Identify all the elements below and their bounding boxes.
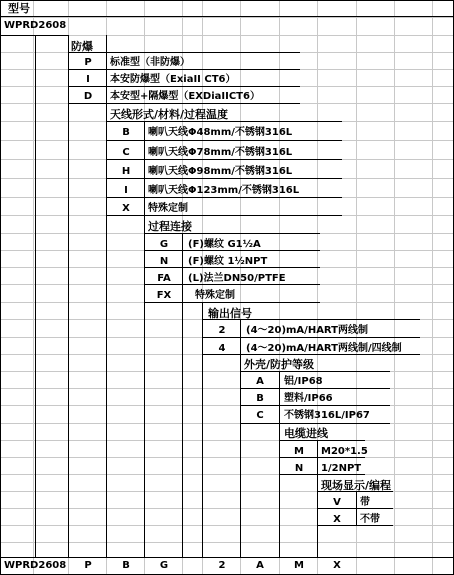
table-title: 型号 (8, 2, 30, 15)
section-header-explosion: 防爆 (71, 40, 93, 53)
option-label-antenna-i: 喇叭天线Φ123mm/不锈钢316L (148, 185, 300, 196)
option-code-display-v: V (333, 497, 341, 508)
option-code-housing-a: A (256, 376, 264, 387)
option-code-antenna-x: X (122, 203, 130, 214)
example-code-explosion: P (84, 560, 92, 571)
option-label-display-v: 带 (360, 497, 370, 508)
example-code-display: X (333, 560, 341, 571)
example-code-output: 2 (218, 560, 226, 571)
option-code-antenna-h: H (121, 166, 131, 177)
option-label-output-2: (4～20)mA/HART两线制 (246, 325, 369, 336)
section-header-antenna: 天线形式/材料/过程温度 (110, 108, 229, 121)
option-label-housing-b: 塑料/IP66 (284, 393, 333, 404)
option-code-connection-fa: FA (157, 273, 171, 284)
option-code-explosion-p: P (84, 57, 92, 68)
option-code-antenna-c: C (122, 147, 130, 158)
option-label-explosion-p: 标准型（非防爆） (110, 57, 190, 68)
option-code-explosion-i: I (86, 74, 90, 85)
option-code-connection-g: G (159, 239, 169, 250)
option-code-explosion-d: D (83, 91, 93, 102)
option-code-housing-b: B (256, 393, 264, 404)
option-label-connection-fx: 特殊定制 (195, 290, 235, 301)
option-label-antenna-c: 喇叭天线Φ78mm/不锈钢316L (148, 147, 293, 158)
example-model: WPRD2608 (4, 560, 67, 571)
option-label-connection-n: (F)螺纹 1½NPT (188, 256, 268, 267)
option-code-output-4: 4 (218, 343, 226, 354)
option-label-cable-m: M20*1.5 (321, 446, 368, 457)
example-code-cable: M (294, 560, 304, 571)
option-code-cable-m: M (294, 446, 304, 457)
option-code-antenna-i: I (124, 185, 128, 196)
option-label-connection-fa: (L)法兰DN50/PTFE (188, 273, 286, 284)
option-code-cable-n: N (294, 463, 304, 474)
option-label-explosion-i: 本安防爆型（ExiaII CT6） (110, 74, 236, 85)
option-label-antenna-h: 喇叭天线Φ98mm/不锈钢316L (148, 166, 293, 177)
option-code-connection-fx: FX (156, 290, 172, 301)
section-header-output: 输出信号 (208, 307, 252, 320)
example-code-housing: A (256, 560, 264, 571)
option-code-output-2: 2 (218, 325, 226, 336)
option-label-connection-g: (F)螺纹 G1½A (188, 239, 261, 250)
section-header-display: 现场显示/编程 (321, 479, 392, 492)
option-code-display-x: X (333, 514, 341, 525)
example-code-antenna: B (122, 560, 130, 571)
example-code-connection: G (159, 560, 169, 571)
option-label-cable-n: 1/2NPT (321, 463, 362, 474)
option-label-explosion-d: 本安型+隔爆型（EXDiaIICT6） (110, 91, 260, 102)
option-label-output-4: (4～20)mA/HART两线制/四线制 (246, 343, 402, 354)
option-label-housing-a: 铝/IP68 (284, 376, 323, 387)
section-header-cable: 电缆进线 (284, 427, 328, 440)
option-label-housing-c: 不锈钢316L/IP67 (284, 410, 370, 421)
section-header-housing: 外壳/防护等级 (244, 358, 315, 371)
option-code-housing-c: C (256, 410, 264, 421)
option-label-display-x: 不带 (360, 514, 380, 525)
model-name: WPRD2608 (4, 20, 67, 31)
option-code-antenna-b: B (122, 127, 130, 138)
option-code-connection-n: N (159, 256, 169, 267)
section-header-connection: 过程连接 (148, 220, 192, 233)
option-label-antenna-b: 喇叭天线Φ48mm/不锈钢316L (148, 127, 293, 138)
option-label-antenna-x: 特殊定制 (148, 203, 188, 214)
